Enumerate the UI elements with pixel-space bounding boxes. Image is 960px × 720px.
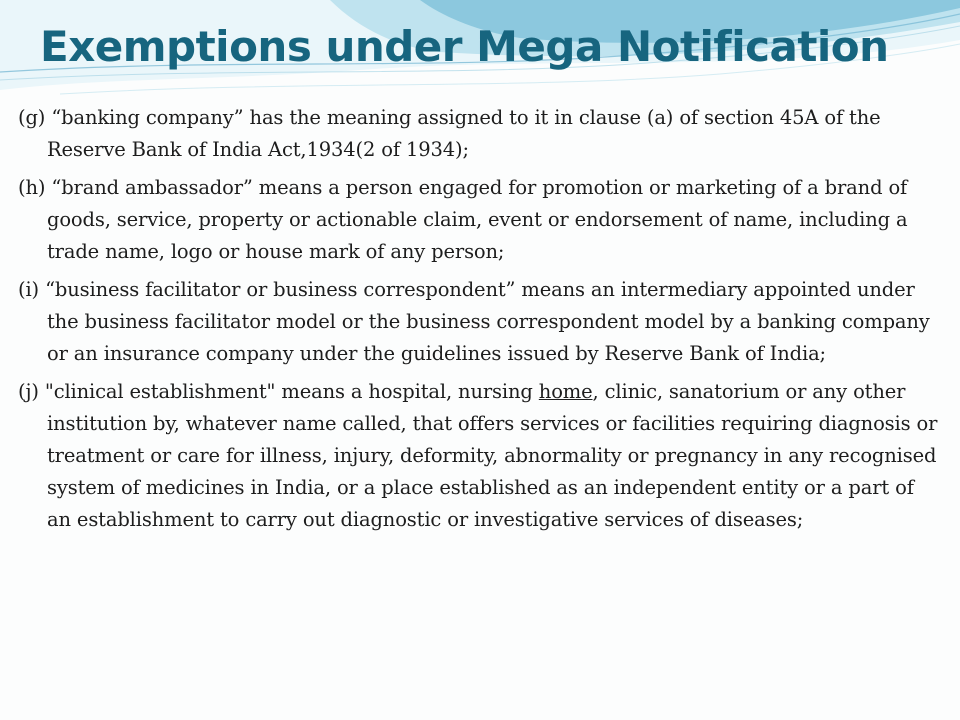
definitions-list [18, 102, 942, 542]
item-text-after: , clinic, sanatorium or any other institution by, whatever name called, that offers services or facilities requiring diagnosis or treatment or care for illness, injury, deformity, abnormality or pregnancy in any recognised system of medicines in India, or a place established as an independent entity or a part of an establishment to carry out diagnostic or investigative services of diseases; [47, 380, 938, 531]
item-marker: (i) [18, 278, 40, 301]
item-text: “brand ambassador” means a person engaged for promotion or marketing of a brand of goods, service, property or actionable claim, event or endorsement of name, including a trade name, logo or house mark of any person; [47, 176, 908, 263]
definition-item-g [18, 102, 942, 166]
definition-item-j [18, 376, 942, 536]
definition-item-i [18, 274, 942, 370]
underlined-word: home [538, 380, 593, 403]
item-text: “banking company” has the meaning assigned to it in clause (a) of section 45A of the Reserve Bank of India Act,1934(2 of 1934); [47, 106, 881, 161]
item-marker: (g) [18, 106, 46, 129]
item-text-before: "clinical establishment" means a hospital, nursing [44, 380, 533, 403]
item-text: “business facilitator or business correspondent” means an intermediary appointed under the business facilitator model or the business correspondent model by a banking company or an insurance company under the guidelines issued by Reserve Bank of India; [45, 278, 930, 365]
slide-title: Exemptions under Mega Notification [40, 22, 889, 71]
item-marker: (h) [18, 176, 46, 199]
item-marker: (j) [18, 380, 39, 403]
definition-item-h [18, 172, 942, 268]
